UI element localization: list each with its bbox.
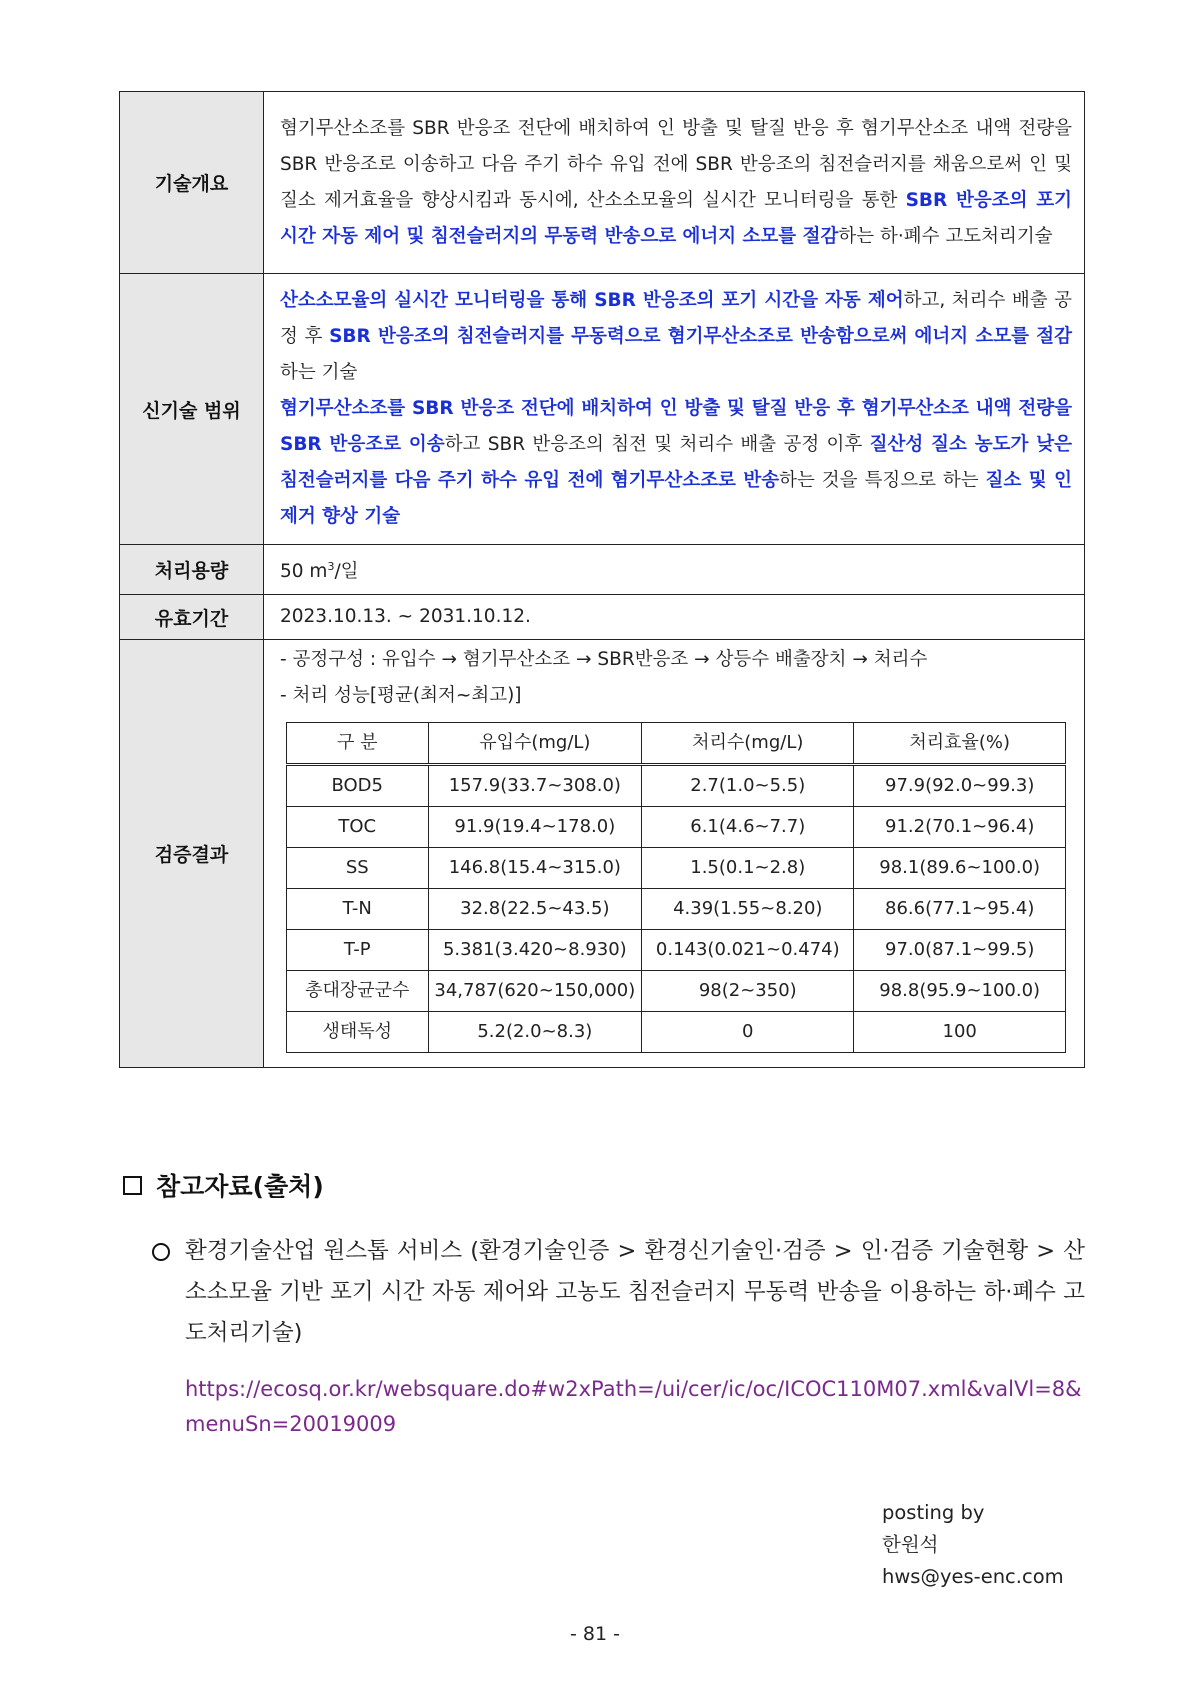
scope-paragraph-1: 산소소모율의 실시간 모니터링을 통해 SBR 반응조의 포기 시간을 자동 제어하고, 처리수 배출 공정 후 SBR 반응조의 침전슬러지를 무동력으로 혐기무산소조로 반송함으로써 에너지 소모를 절감하는 기술 — [280, 290, 1072, 383]
posting-by: posting by — [882, 1501, 985, 1524]
table-row — [287, 1012, 1066, 1053]
overview-row — [120, 92, 1085, 274]
reference-item-text: 환경기술산업 원스톱 서비스 (환경기술인증 > 환경신기술인·검증 > 인·검증 기술현황 > 산소소모율 기반 포기 시간 자동 제어와 고농도 침전슬러지 무동력 반송을 이용하는 하·폐수 고도처리기술) — [185, 1238, 1085, 1346]
performance-table — [286, 722, 1066, 1053]
table-cell: 97.9(92.0~99.3) — [854, 765, 1066, 807]
process-flow: - 공정구성 : 유입수 → 혐기무산소조 → SBR반응조 → 상등수 배출장치 → 처리수 — [280, 649, 928, 671]
table-row — [287, 848, 1066, 889]
capacity-label: 처리용량 — [120, 545, 264, 595]
validity-label: 유효기간 — [120, 595, 264, 640]
author-email: hws@yes-enc.com — [882, 1565, 1064, 1588]
reference-item — [119, 1231, 1085, 1354]
page-number: - 81 - — [570, 1623, 620, 1645]
reference-title: 참고자료(출처) — [156, 1172, 324, 1201]
table-cell: 157.9(33.7~308.0) — [428, 765, 642, 807]
table-cell: 146.8(15.4~315.0) — [428, 848, 642, 889]
table-cell: 86.6(77.1~95.4) — [854, 889, 1066, 930]
capacity-row — [120, 545, 1085, 595]
reference-link[interactable]: https://ecosq.or.kr/websquare.do#w2xPath=/ui/cer/ic/oc/ICOC110M07.xml&valVl=8&menuSn=20019009 — [185, 1377, 1082, 1436]
table-cell: 32.8(22.5~43.5) — [428, 889, 642, 930]
performance-title: - 처리 성능[평균(최저~최고)] — [280, 685, 522, 707]
posting-info — [882, 1497, 1064, 1593]
overview-label: 기술개요 — [120, 92, 264, 274]
scope-label: 신기술 범위 — [120, 274, 264, 545]
table-cell: 5.381(3.420~8.930) — [428, 930, 642, 971]
table-cell: T-N — [287, 889, 429, 930]
overview-text: 혐기무산소조를 SBR 반응조 전단에 배치하여 인 방출 및 탈질 반응 후 혐기무산소조 내액 전량을 SBR 반응조로 이송하고 다음 주기 하수 유입 전에 SBR 반응조의 침전슬러지를 채움으로써 인 및 질소 제거효율을 향상시킴과 동시에, 산소소모율의 실시간 모니터링을 통한 SBR 반응조의 포기 시간 자동 제어 및 침전슬러지의 무동력 반송으로 에너지 소모를 절감하는 하·폐수 고도처리기술 — [264, 92, 1085, 274]
table-cell: 생태독성 — [287, 1012, 429, 1053]
capacity-value: 50 $m^3/$일 — [264, 545, 1085, 595]
table-cell: 91.9(19.4~178.0) — [428, 807, 642, 848]
tech-summary-table — [119, 91, 1085, 1068]
table-row — [287, 765, 1066, 807]
table-row — [287, 889, 1066, 930]
table-cell: 97.0(87.1~99.5) — [854, 930, 1066, 971]
square-bullet-icon — [123, 1176, 142, 1195]
table-row — [287, 930, 1066, 971]
table-cell: 5.2(2.0~8.3) — [428, 1012, 642, 1053]
verification-label: 검증결과 — [120, 640, 264, 1068]
column-header: 구 분 — [287, 723, 429, 765]
table-cell: 총대장균군수 — [287, 971, 429, 1012]
column-header: 유입수(mg/L) — [428, 723, 642, 765]
circle-bullet-icon — [152, 1243, 170, 1261]
table-cell: 6.1(4.6~7.7) — [642, 807, 854, 848]
table-cell: 4.39(1.55~8.20) — [642, 889, 854, 930]
table-cell: 98.1(89.6~100.0) — [854, 848, 1066, 889]
verification-content — [264, 640, 1085, 1068]
column-header: 처리수(mg/L) — [642, 723, 854, 765]
overview-highlight: SBR 반응조의 포기 시간 자동 제어 및 침전슬러지의 무동력 반송으로 에너지 소모를 절감 — [280, 189, 1072, 247]
reference-heading — [119, 1167, 1085, 1203]
validity-row — [120, 595, 1085, 640]
table-cell: 100 — [854, 1012, 1066, 1053]
author-name: 한원석 — [882, 1533, 939, 1556]
table-cell: 34,787(620~150,000) — [428, 971, 642, 1012]
table-row — [287, 807, 1066, 848]
scope-row — [120, 274, 1085, 545]
table-cell: 1.5(0.1~2.8) — [642, 848, 854, 889]
table-cell: 0 — [642, 1012, 854, 1053]
table-cell: 91.2(70.1~96.4) — [854, 807, 1066, 848]
table-cell: 98(2~350) — [642, 971, 854, 1012]
table-cell: SS — [287, 848, 429, 889]
scope-paragraph-2: 혐기무산소조를 SBR 반응조 전단에 배치하여 인 방출 및 탈질 반응 후 혐기무산소조 내액 전량을 SBR 반응조로 이송하고 SBR 반응조의 침전 및 처리수 배출 공정 이후 질산성 질소 농도가 낮은 침전슬러지를 다음 주기 하수 유입 전에 혐기무산소조로 반송하는 것을 특징으로 하는 질소 및 인 제거 향상 기술 — [280, 398, 1073, 527]
table-cell: T-P — [287, 930, 429, 971]
reference-section — [119, 1167, 1085, 1442]
table-cell: 0.143(0.021~0.474) — [642, 930, 854, 971]
validity-value: 2023.10.13. ~ 2031.10.12. — [264, 595, 1085, 640]
scope-text — [264, 274, 1085, 545]
verification-row — [120, 640, 1085, 1068]
table-cell: BOD5 — [287, 765, 429, 807]
table-row — [287, 971, 1066, 1012]
column-header: 처리효율(%) — [854, 723, 1066, 765]
table-cell: 98.8(95.9~100.0) — [854, 971, 1066, 1012]
table-cell: 2.7(1.0~5.5) — [642, 765, 854, 807]
performance-header-row — [287, 723, 1066, 765]
table-cell: TOC — [287, 807, 429, 848]
